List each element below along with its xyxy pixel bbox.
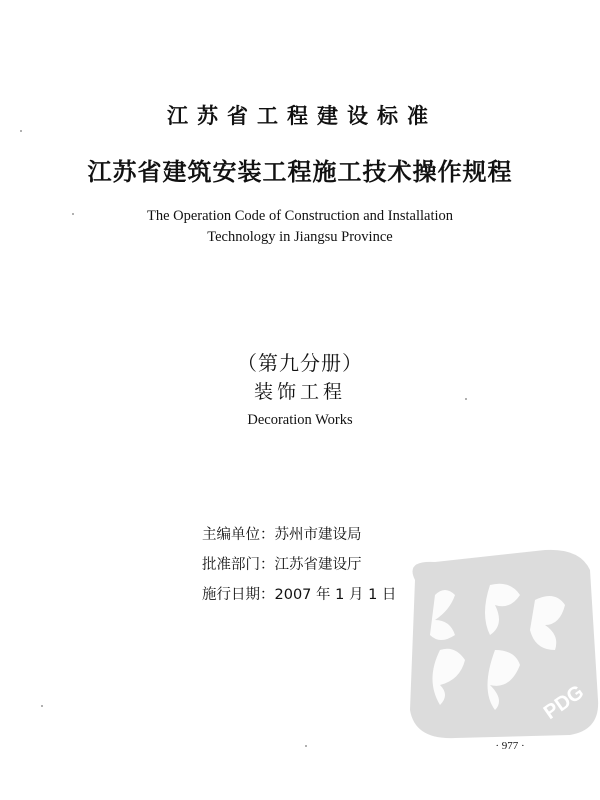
approval-department: 批准部门：江苏省建设厅 [202, 557, 362, 573]
scan-speck [41, 705, 43, 707]
scan-speck [20, 130, 22, 132]
english-title-line-2: Technology in Jiangsu Province [207, 229, 393, 245]
document-main-title: 江苏省建筑安装工程施工技术操作规程 [87, 157, 513, 186]
effective-date: 施行日期：2007 年 1 月 1 日 [202, 587, 397, 603]
volume-title-cn: 装饰工程 [253, 381, 346, 403]
standard-series-label: 江苏省工程建设标准 [167, 104, 437, 128]
volume-label: （第九分册） [237, 351, 363, 375]
scan-speck [72, 213, 74, 215]
english-title-line-1: The Operation Code of Construction and Installation [146, 208, 454, 224]
scan-speck [465, 398, 467, 400]
watermark-pdg-text: PDG [539, 681, 589, 724]
editor-unit: 主编单位：苏州市建设局 [202, 527, 362, 543]
pdg-watermark-seal [395, 540, 600, 740]
scan-speck [305, 745, 307, 747]
english-title [0, 206, 600, 248]
volume-section [0, 348, 600, 429]
page-number: · 977 · [495, 740, 525, 752]
volume-title-en: Decoration Works [247, 412, 353, 428]
